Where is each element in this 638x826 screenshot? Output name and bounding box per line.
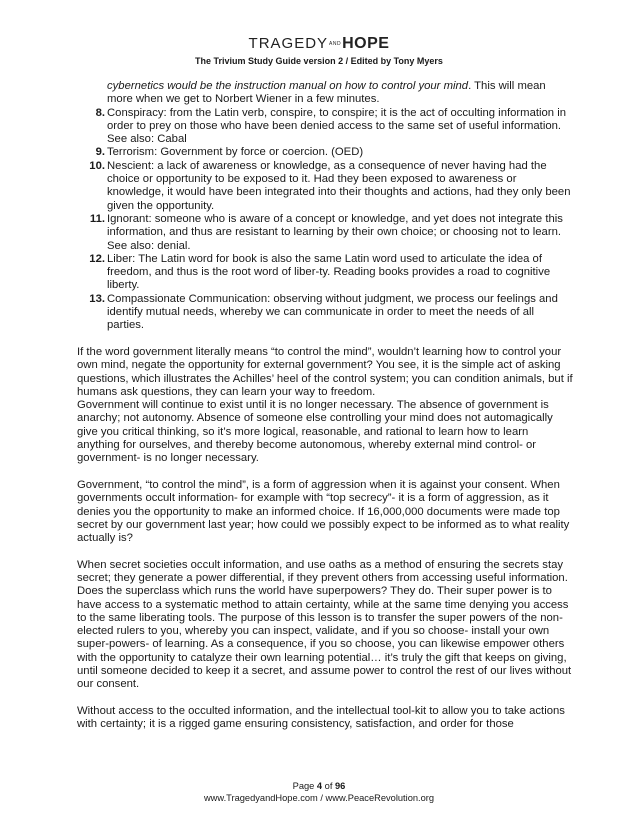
list-item-number: 8. xyxy=(95,106,105,119)
page-of: of xyxy=(322,781,336,791)
logo-hope: HOPE xyxy=(342,35,390,52)
logo-and: AND xyxy=(329,41,342,48)
list-item xyxy=(77,293,573,333)
list-item xyxy=(77,213,573,253)
paragraph: When secret societies occult information, and use oaths as a method of ensuring the secrets stay secret; they generate a power differential, if they prevent others from accessing useful information. Does the superclass which runs the world have superpowers? They do. Their super power is to have access to a systematic method to attain certainty, while at the same time denying you access to the same liberating tools. The purpose of this lesson is to transfer the super powers of the non-elected rulers to you, whereby you can inspect, validate, and if you so choose- install your own super-powers- of learning. As a consequence, if you so choose, you can likewise empower others with the opportunity to catalyze their own learning potential… it’s truly the gift that keeps on giving, until someone decided to keep it a secret, and assume power to control the rest of our lives without our consent. xyxy=(77,558,572,691)
list-item-text: Liber: The Latin word for book is also the same Latin word used to articulate the idea of freedom, and thus is the root word of liber-ty. Reading books provides a road to cognitive liberty. xyxy=(107,252,551,292)
paragraph: If the word government literally means “to control the mind”, wouldn’t learning how to control your own mind, negate the opportunity for external government? You see, it is the simple act of asking questions, which illustrates the Achilles’ heel of the control system; you can condition animals, but if humans ask questions, they can learn your way to freedom. xyxy=(77,345,573,398)
definition-list xyxy=(77,107,573,333)
list-item-text: Nescient: a lack of awareness or knowledge, as a consequence of never having had the choice or opportunity to be exposed to it. Had they been exposed to awareness or knowledge, it would have been integrated into their thoughts and actions, had they only been given the opportunity. xyxy=(107,159,571,212)
paragraph: Without access to the occulted information, and the intellectual tool-kit to allow you to take actions with certainty; it is a rigged game ensuring consistency, satisfaction, and order for those xyxy=(77,704,565,731)
list-item-text: Ignorant: someone who is aware of a concept or knowledge, and yet does not integrate this information, and thus are resistant to learning by their own choice; or choosing not to learn. See also: denial. xyxy=(107,212,563,252)
list-item-number: 9. xyxy=(95,146,105,159)
continuation-text xyxy=(77,80,573,107)
list-item xyxy=(77,146,573,159)
paragraph: Government, “to control the mind”, is a form of aggression when it is against your consent. When governments occult information- for example with “top secrecy”- it is a form of aggression, as it denies you the opportunity to make an informed choice. If 16,000,000 documents were made top secret by our government last year; how could we possibly expect to be informed as to what reality actually is? xyxy=(77,478,570,545)
list-item xyxy=(77,253,573,293)
list-item xyxy=(77,107,573,147)
page-prefix: Page xyxy=(292,781,317,791)
list-item-number: 10. xyxy=(89,159,105,172)
page-total: 96 xyxy=(335,781,346,791)
list-item-number: 13. xyxy=(89,292,105,305)
tragedy-and-hope-logo xyxy=(0,35,638,53)
continuation-rest: . This will mean more when we get to Norbert Wiener in a few minutes. xyxy=(107,80,546,106)
list-item xyxy=(77,160,573,213)
header-subtitle: The Trivium Study Guide version 2 / Edited by Tony Myers xyxy=(195,56,443,66)
page-number: 4 xyxy=(316,781,323,791)
logo-tragedy: TRAGEDY xyxy=(248,35,329,52)
page-footer xyxy=(0,780,638,804)
paragraph: Government will continue to exist until it is no longer necessary. The absence of government is anarchy; not autonomy. Absence of someone else controlling your mind does not automagically give you critical thinking, so it’s more logical, reasonable, and rational to learn how to learn anything for ourselves, and thereby become autonomous, whereby external mind control- or government- is no longer necessary. xyxy=(77,399,553,465)
continuation-italic: cybernetics would be the instruction manual on how to control your mind xyxy=(107,80,469,92)
list-item-number: 11. xyxy=(89,212,105,225)
list-item-text: Conspiracy: from the Latin verb, conspire, to conspire; it is the act of occulting information in order to prey on those who have been denied access to the same set of useful information. See also: Cabal xyxy=(107,106,566,146)
page-body xyxy=(77,80,573,732)
list-item-text: Terrorism: Government by force or coercion. (OED) xyxy=(107,146,364,159)
list-item-text: Compassionate Communication: observing without judgment, we process our feelings and identify mutual needs, whereby we can communicate in order to meet the needs of all parties. xyxy=(107,292,558,332)
footer-links: www.TragedyandHope.com / www.PeaceRevolution.org xyxy=(203,793,435,803)
list-item-number: 12. xyxy=(89,252,105,265)
page-indicator xyxy=(0,780,638,792)
